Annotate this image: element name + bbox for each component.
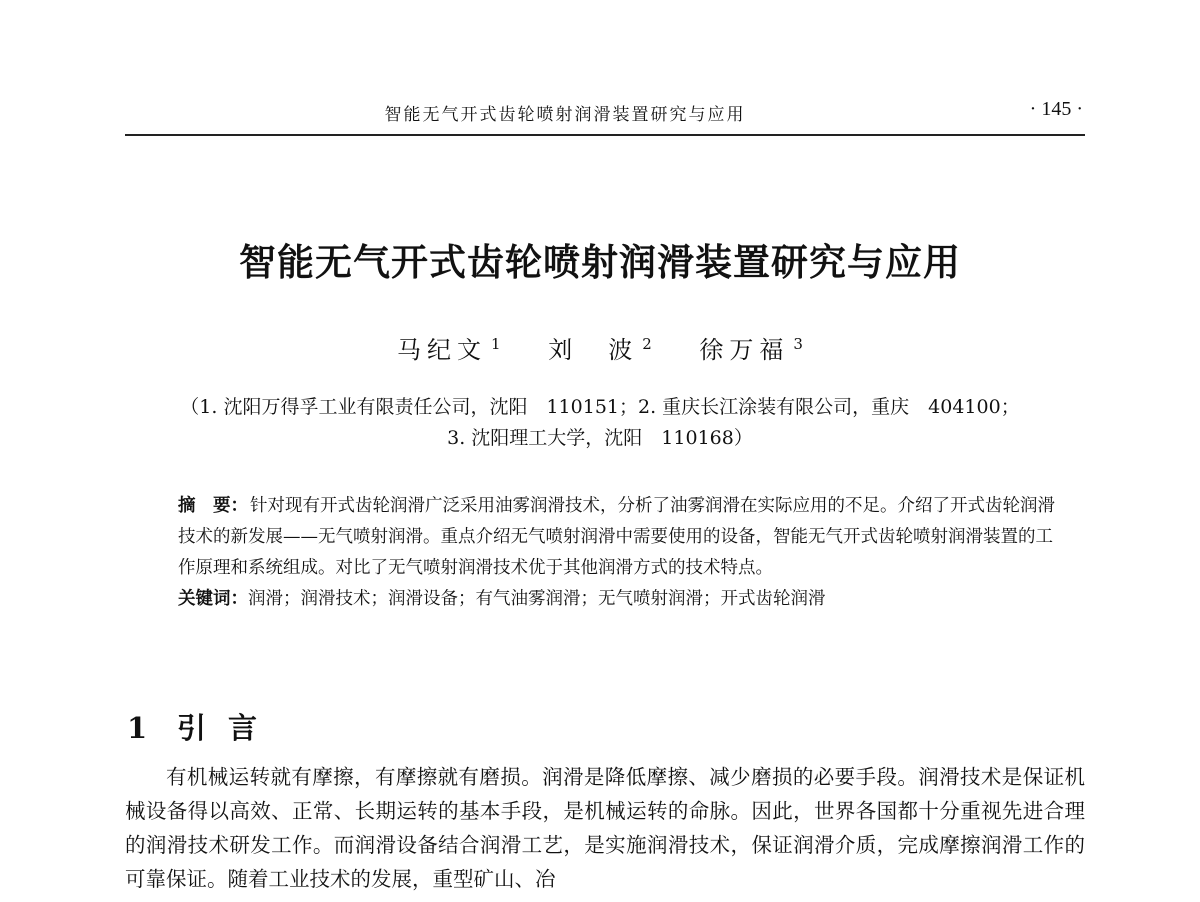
affiliations — [100, 392, 1100, 454]
running-title: 智能无气开式齿轮喷射润滑装置研究与应用 — [384, 105, 746, 125]
affiliation-line: 3. 沈阳理工大学，沈阳 110168） — [447, 427, 753, 449]
affiliation-line: （1. 沈阳万得孚工业有限责任公司，沈阳 110151；2. 重庆长江涂装有限公司，重庆 404100； — [180, 396, 1020, 418]
affiliation-mark: 1 — [491, 335, 501, 353]
author — [397, 330, 501, 365]
keywords-label: 关键词： — [178, 589, 248, 609]
keywords-text: 润滑；润滑技术；润滑设备；有气油雾润滑；无气喷射润滑；开式齿轮润滑 — [248, 589, 826, 609]
section-number: 1 — [127, 711, 148, 745]
abstract-label: 摘 要： — [178, 496, 248, 516]
author-name: 马纪文 — [397, 336, 488, 364]
article-title: 智能无气开式齿轮喷射润滑装置研究与应用 — [239, 240, 961, 284]
author — [548, 330, 652, 365]
author-name: 徐万福 — [699, 336, 790, 364]
running-header — [125, 96, 1085, 136]
page-number: · 145 · — [1029, 98, 1083, 120]
affiliation-mark: 2 — [642, 335, 652, 353]
affiliation-mark: 3 — [793, 335, 803, 353]
section-heading — [127, 706, 279, 747]
abstract-text: 针对现有开式齿轮润滑广泛采用油雾润滑技术，分析了油雾润滑在实际应用的不足。介绍了开式齿轮润滑技术的新发展——无气喷射润滑。重点介绍无气喷射润滑中需要使用的设备，智能无气开式齿轮喷射润滑装置的工作原理和系统组成。对比了无气喷射润滑技术优于其他润滑方式的技术特点。 — [178, 496, 1055, 578]
body-paragraph: 有机械运转就有摩擦，有摩擦就有磨损。润滑是降低摩擦、减少磨损的必要手段。润滑技术是保证机械设备得以高效、正常、长期运转的基本手段，是机械运转的命脉。因此，世界各国都十分重视先进合理的润滑技术研发工作。而润滑设备结合润滑工艺，是实施润滑技术，保证润滑介质，完成摩擦润滑工作的可靠保证。随着工业技术的发展，重型矿山、冶 — [125, 765, 1085, 891]
author — [699, 330, 803, 365]
keywords — [178, 584, 1058, 615]
section-title: 引言 — [177, 711, 280, 745]
author-name: 刘 波 — [548, 336, 639, 364]
abstract-block — [178, 491, 1058, 615]
abstract — [178, 491, 1058, 584]
author-list — [0, 330, 1200, 365]
